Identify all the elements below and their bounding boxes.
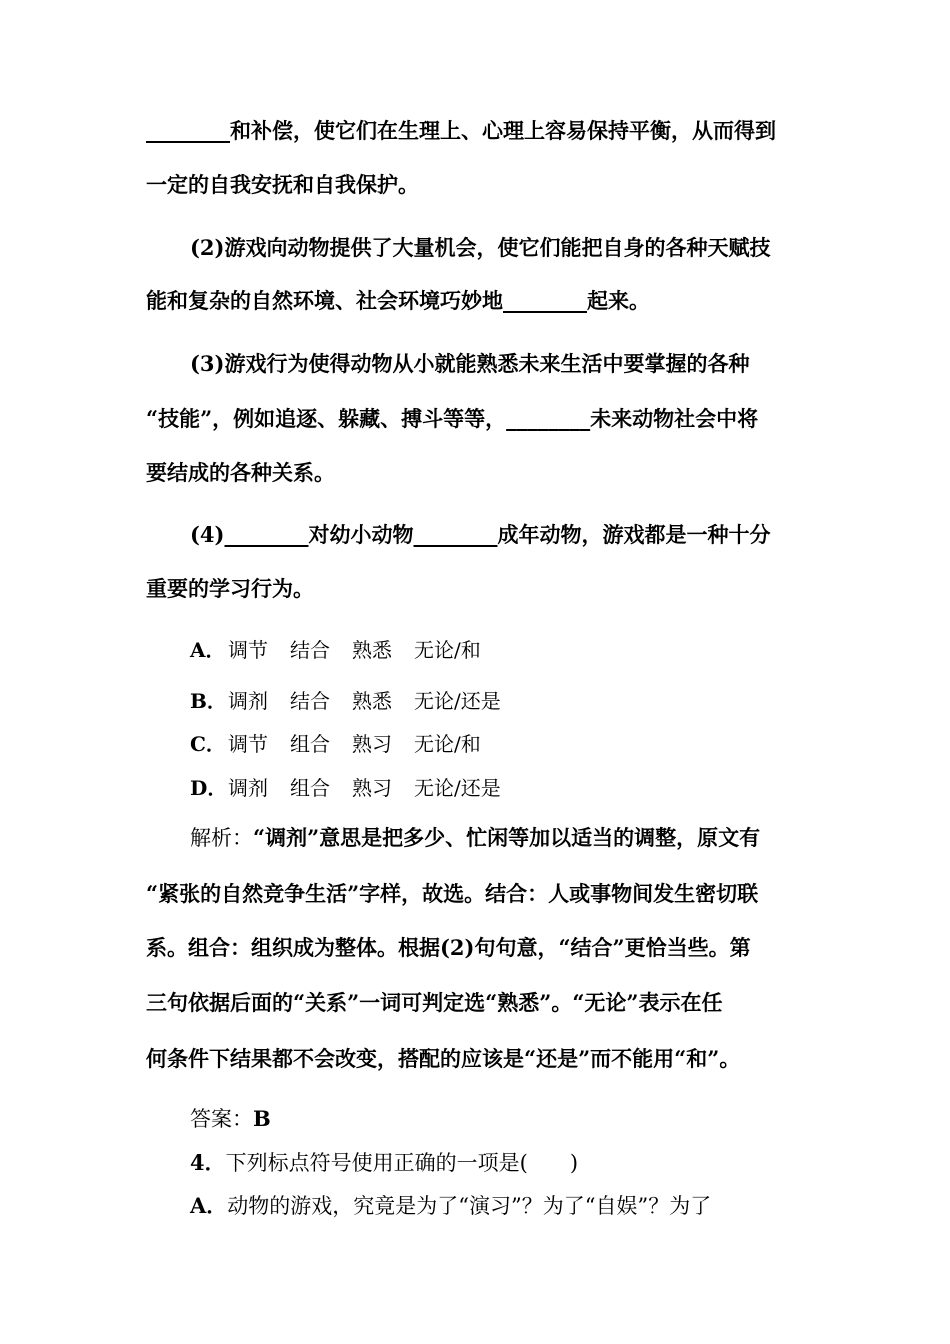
option-c-letter: C． [190,732,226,756]
answer-value: B [253,1106,271,1131]
option-c [190,731,481,757]
question-4 [190,1150,578,1176]
answer-line [190,1106,271,1132]
option-a-letter: A． [190,638,226,662]
option-a [190,637,481,663]
option-b-word-4: 无论/还是 [414,689,501,713]
paragraph-4-line-1: (4)________对幼小动物________成年动物，游戏都是一种十分 [190,522,771,547]
paragraph-3-line-1: (3)游戏行为使得动物从小就能熟悉未来生活中要掌握的各种 [190,351,750,376]
paragraph-1-line-1: ________和补偿，使它们在生理上、心理上容易保持平衡，从而得到 [146,118,776,143]
option-d-word-3: 熟习 [352,776,392,800]
analysis-line-5: 何条件下结果都不会改变，搭配的应该是“还是”而不能用“和”。 [146,1046,741,1071]
option-a-word-4: 无论/和 [414,638,481,662]
option-b-letter: B． [190,689,227,713]
question-4-option-a [190,1193,711,1219]
option-d-letter: D． [190,776,228,800]
paragraph-2-line-2: 能和复杂的自然环境、社会环境巧妙地________起来。 [146,288,650,313]
analysis-line-4: 三句依据后面的“关系”一词可判定选“熟悉”。“无论”表示在任 [146,990,723,1015]
option-d-word-4: 无论/还是 [414,776,501,800]
paragraph-2-line-1: (2)游戏向动物提供了大量机会，使它们能把自身的各种天赋技 [190,235,771,260]
paragraph-4-line-2: 重要的学习行为。 [146,576,314,601]
option-a-word-1: 调节 [228,638,268,662]
paragraph-3-line-2: “技能”，例如追逐、躲藏、搏斗等等，________未来动物社会中将 [146,406,759,431]
analysis-line-3: 系。组合：组织成为整体。根据(2)句句意，“结合”更恰当些。第 [146,935,751,960]
option-c-word-2: 组合 [290,732,330,756]
answer-label: 答案： [190,1107,253,1131]
option-b-word-3: 熟悉 [352,689,392,713]
question-4-option-a-text: 动物的游戏，究竟是为了“演习”？为了“自娱”？为了 [227,1194,712,1218]
analysis-label: 解析： [190,826,253,850]
paragraph-1-line-2: 一定的自我安抚和自我保护。 [146,172,419,197]
option-c-word-4: 无论/和 [414,732,481,756]
option-a-word-2: 结合 [290,638,330,662]
option-d-word-1: 调剂 [228,776,268,800]
analysis-line-2: “紧张的自然竞争生活”字样，故选。结合：人或事物间发生密切联 [146,881,759,906]
option-b-word-2: 结合 [290,689,330,713]
option-b-word-1: 调剂 [228,689,268,713]
option-d-word-2: 组合 [290,776,330,800]
question-4-option-a-letter: A． [190,1193,228,1218]
paragraph-3-line-3: 要结成的各种关系。 [146,460,335,485]
question-4-stem: 下列标点符号使用正确的一项是( ) [225,1151,579,1175]
question-4-number: 4． [190,1150,226,1175]
analysis-text-1: “调剂”意思是把多少、忙闲等加以适当的调整，原文有 [253,825,761,850]
option-d [190,775,501,801]
analysis-line-1 [190,825,760,851]
option-c-word-1: 调节 [228,732,268,756]
option-a-word-3: 熟悉 [352,638,392,662]
option-b [190,688,501,714]
option-c-word-3: 熟习 [352,732,392,756]
